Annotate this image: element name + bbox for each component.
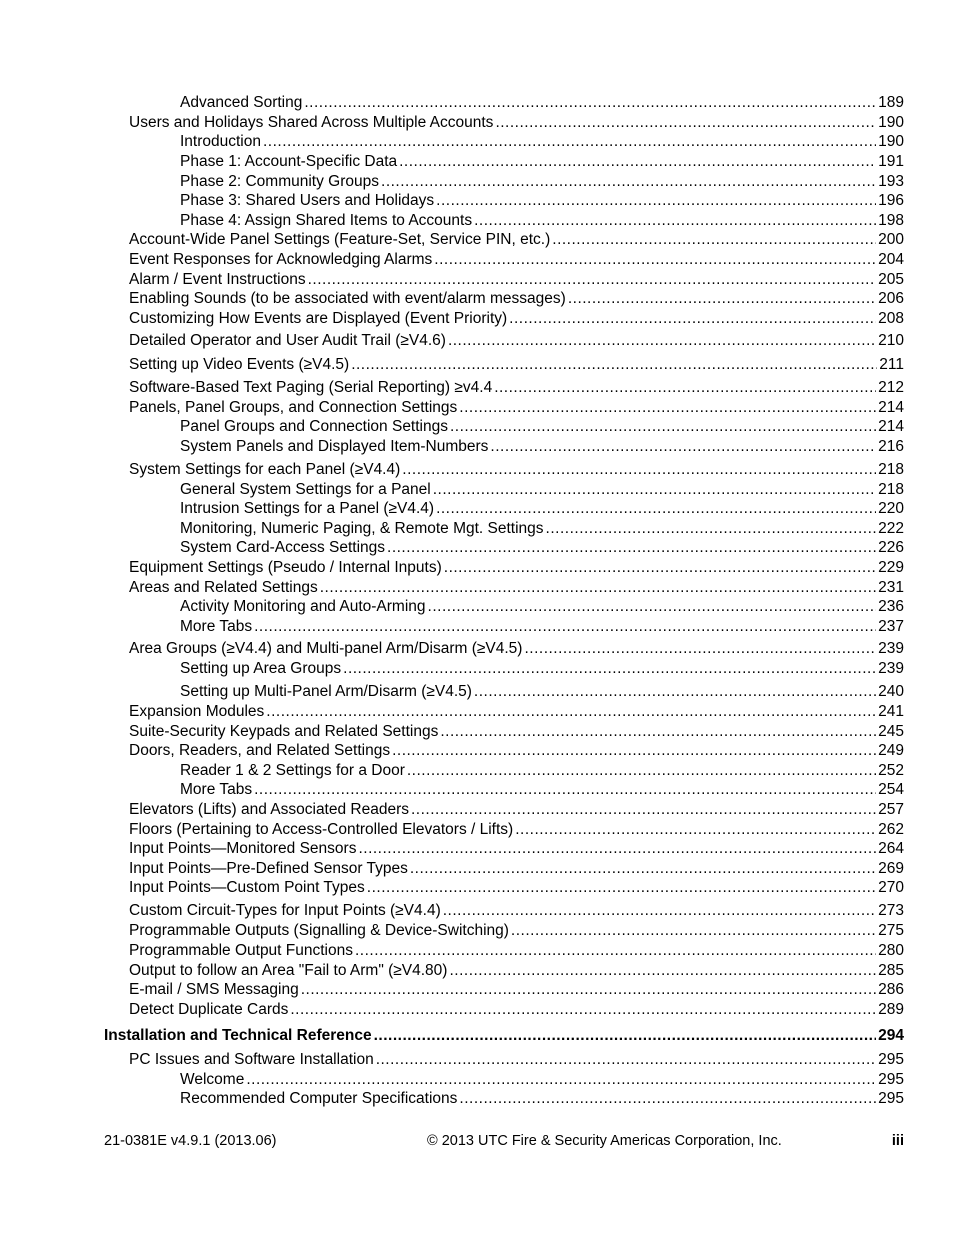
toc-entry-page: 191 <box>878 153 904 170</box>
toc-entry-page: 229 <box>878 559 904 576</box>
toc-entry[interactable] <box>129 639 904 658</box>
dot-leader <box>410 859 876 878</box>
dot-leader <box>552 230 876 249</box>
toc-entry[interactable] <box>180 1089 904 1108</box>
dot-leader <box>411 800 876 819</box>
toc-entry-page: 214 <box>878 418 904 435</box>
toc-entry-page: 295 <box>878 1090 904 1107</box>
toc-entry-title: Panel Groups and Connection Settings <box>180 418 448 435</box>
toc-entry-title: Areas and Related Settings <box>129 579 318 596</box>
footer-copyright: © 2013 UTC Fire & Security Americas Corporation, Inc. <box>427 1133 782 1149</box>
toc-entry-page: 189 <box>878 94 904 111</box>
toc-entry-title: Phase 4: Assign Shared Items to Accounts <box>180 212 473 229</box>
toc-entry-page: 236 <box>878 598 904 615</box>
dot-leader <box>320 578 876 597</box>
toc-entry-title: Programmable Outputs (Signalling & Device-Switching) <box>129 922 509 939</box>
toc-entry-page: 196 <box>878 192 904 209</box>
toc-entry-title: More Tabs <box>180 781 253 798</box>
dot-leader <box>474 211 876 230</box>
toc-entry[interactable] <box>129 355 904 374</box>
toc-entry[interactable] <box>104 1026 904 1045</box>
dot-leader <box>387 538 876 557</box>
toc-entry[interactable] <box>180 538 904 557</box>
toc-entry-title: Output to follow an Area "Fail to Arm" (≥V4.80) <box>129 962 448 979</box>
toc-entry[interactable] <box>129 289 904 308</box>
dot-leader <box>263 132 876 151</box>
toc-entry[interactable] <box>180 152 904 171</box>
toc-entry-title: Input Points—Monitored Sensors <box>129 840 357 857</box>
toc-entry-page: 295 <box>878 1051 904 1068</box>
toc-entry-page: 289 <box>878 1001 904 1018</box>
toc-entry-page: 220 <box>878 500 904 517</box>
toc-entry-title: More Tabs <box>180 618 253 635</box>
toc-entry-page: 222 <box>878 520 904 537</box>
dot-leader <box>367 878 876 897</box>
dot-leader <box>308 270 877 289</box>
dot-leader <box>568 289 876 308</box>
toc-entry-page: 239 <box>878 640 904 657</box>
dot-leader <box>494 378 876 397</box>
dot-leader <box>392 741 876 760</box>
toc-entry-title: Phase 3: Shared Users and Holidays <box>180 192 435 209</box>
toc-entry[interactable] <box>180 191 904 210</box>
toc-entry-title: System Card-Access Settings <box>180 539 386 556</box>
toc-entry-title: Detailed Operator and User Audit Trail (≥V4.6) <box>129 332 446 349</box>
toc-entry-title: Users and Holidays Shared Across Multiple Accounts <box>129 114 494 131</box>
toc-entry-page: 206 <box>878 290 904 307</box>
toc-entry-page: 273 <box>878 902 904 919</box>
toc-entry-page: 269 <box>878 860 904 877</box>
toc-entry-title: Monitoring, Numeric Paging, & Remote Mgt. Settings <box>180 520 544 537</box>
toc-entry-title: Phase 1: Account-Specific Data <box>180 153 398 170</box>
toc-entry-page: 200 <box>878 231 904 248</box>
toc-entry-title: General System Settings for a Panel <box>180 481 431 498</box>
dot-leader <box>301 980 876 999</box>
toc-entry-title: Installation and Technical Reference <box>104 1027 372 1044</box>
dot-leader <box>450 417 876 436</box>
dot-leader <box>351 355 877 374</box>
toc-entry-title: PC Issues and Software Installation <box>129 1051 374 1068</box>
toc-entry[interactable] <box>180 519 904 538</box>
dot-leader <box>381 172 876 191</box>
toc-entry[interactable] <box>180 761 904 780</box>
toc-entry[interactable] <box>180 499 904 518</box>
toc-entry[interactable] <box>180 682 904 701</box>
toc-entry[interactable] <box>129 941 904 960</box>
toc-entry-title: Programmable Output Functions <box>129 942 353 959</box>
toc-entry[interactable] <box>180 437 904 456</box>
toc-entry[interactable] <box>129 839 904 858</box>
toc-entry[interactable] <box>129 250 904 269</box>
toc-entry[interactable] <box>180 211 904 230</box>
toc-entry-title: Area Groups (≥V4.4) and Multi-panel Arm/Disarm (≥V4.5) <box>129 640 523 657</box>
toc-entry[interactable] <box>129 702 904 721</box>
toc-entry-page: 285 <box>878 962 904 979</box>
toc-entry-page: 254 <box>878 781 904 798</box>
toc-entry-page: 295 <box>878 1071 904 1088</box>
toc-entry-title: System Settings for each Panel (≥V4.4) <box>129 461 401 478</box>
footer-document-id: 21-0381E v4.9.1 (2013.06) <box>104 1133 277 1149</box>
dot-leader <box>434 250 876 269</box>
toc-entry-title: Intrusion Settings for a Panel (≥V4.4) <box>180 500 435 517</box>
toc-entry-page: 226 <box>878 539 904 556</box>
toc-entry-title: Input Points—Pre-Defined Sensor Types <box>129 860 408 877</box>
dot-leader <box>448 331 876 350</box>
dot-leader <box>266 702 876 721</box>
toc-entry-title: Detect Duplicate Cards <box>129 1001 289 1018</box>
toc-entry[interactable] <box>180 417 904 436</box>
dot-leader <box>428 597 877 616</box>
dot-leader <box>358 839 876 858</box>
toc-entry-page: 208 <box>878 310 904 327</box>
toc-entry-page: 280 <box>878 942 904 959</box>
toc-entry-page: 270 <box>878 879 904 896</box>
dot-leader <box>433 480 876 499</box>
toc-entry[interactable] <box>180 597 904 616</box>
toc-entry-title: Recommended Computer Specifications <box>180 1090 458 1107</box>
toc-entry[interactable] <box>129 113 904 132</box>
toc-entry-title: Setting up Multi-Panel Arm/Disarm (≥V4.5) <box>180 683 472 700</box>
dot-leader <box>495 113 876 132</box>
dot-leader <box>509 309 876 328</box>
toc-entry-page: 275 <box>878 922 904 939</box>
toc-entry-title: Alarm / Event Instructions <box>129 271 306 288</box>
toc-entry[interactable] <box>129 1050 904 1069</box>
dot-leader <box>474 682 876 701</box>
dot-leader <box>407 761 876 780</box>
toc-entry[interactable] <box>180 132 904 151</box>
dot-leader <box>374 1026 877 1045</box>
dot-leader <box>376 1050 876 1069</box>
dot-leader <box>449 961 876 980</box>
toc-entry-title: System Panels and Displayed Item-Numbers <box>180 438 489 455</box>
dot-leader <box>443 901 876 920</box>
toc-entry-title: Event Responses for Acknowledging Alarms <box>129 251 433 268</box>
toc-entry[interactable] <box>129 378 904 397</box>
dot-leader <box>436 191 876 210</box>
toc-entry-title: Reader 1 & 2 Settings for a Door <box>180 762 405 779</box>
page-footer <box>104 1133 904 1153</box>
toc-entry-title: Software-Based Text Paging (Serial Reporting) ≥v4.4 <box>129 379 493 396</box>
toc-entry-page: 262 <box>878 821 904 838</box>
toc-entry[interactable] <box>129 878 904 897</box>
toc-entry-page: 252 <box>878 762 904 779</box>
toc-entry-page: 190 <box>878 114 904 131</box>
toc-entry-page: 204 <box>878 251 904 268</box>
toc-entry-title: Custom Circuit-Types for Input Points (≥V4.4) <box>129 902 441 919</box>
toc-entry[interactable] <box>129 980 904 999</box>
toc-entry-page: 210 <box>878 332 904 349</box>
toc-entry-page: 216 <box>878 438 904 455</box>
toc-entry-page: 294 <box>878 1027 904 1044</box>
dot-leader <box>459 398 876 417</box>
dot-leader <box>343 659 876 678</box>
toc-entry-page: 240 <box>878 683 904 700</box>
toc-entry-title: Introduction <box>180 133 261 150</box>
dot-leader <box>290 1000 876 1019</box>
toc-entry[interactable] <box>129 331 904 350</box>
toc-entry-title: Elevators (Lifts) and Associated Readers <box>129 801 409 818</box>
toc-entry-title: Customizing How Events are Displayed (Event Priority) <box>129 310 508 327</box>
toc-entry[interactable] <box>180 93 904 112</box>
toc-entry-page: 218 <box>878 461 904 478</box>
toc-entry-page: 218 <box>878 481 904 498</box>
toc-entry[interactable] <box>129 921 904 940</box>
dot-leader <box>524 639 876 658</box>
dot-leader <box>254 780 876 799</box>
toc-entry[interactable] <box>129 270 904 289</box>
toc-entry-title: E-mail / SMS Messaging <box>129 981 299 998</box>
dot-leader <box>399 152 876 171</box>
toc-entry[interactable] <box>129 460 904 479</box>
toc-entry-title: Expansion Modules <box>129 703 265 720</box>
toc-entry-title: Account-Wide Panel Settings (Feature-Set, Service PIN, etc.) <box>129 231 551 248</box>
toc-entry-title: Phase 2: Community Groups <box>180 173 380 190</box>
toc-entry[interactable] <box>129 722 904 741</box>
footer-page-number: iii <box>891 1133 904 1149</box>
toc-entry[interactable] <box>129 800 904 819</box>
toc-entry-page: 205 <box>878 271 904 288</box>
toc-entry-title: Setting up Video Events (≥V4.5) <box>129 356 350 373</box>
toc-entry-page: 239 <box>878 660 904 677</box>
toc-entry[interactable] <box>129 578 904 597</box>
toc-entry-page: 198 <box>878 212 904 229</box>
toc-entry[interactable] <box>129 820 904 839</box>
toc-entry-title: Doors, Readers, and Related Settings <box>129 742 391 759</box>
dot-leader <box>246 1070 876 1089</box>
dot-leader <box>490 437 876 456</box>
toc-entry[interactable] <box>129 398 904 417</box>
toc-entry-page: 231 <box>878 579 904 596</box>
toc-entry[interactable] <box>129 230 904 249</box>
dot-leader <box>511 921 876 940</box>
toc-entry-page: 214 <box>878 399 904 416</box>
dot-leader <box>254 617 876 636</box>
toc-entry-title: Floors (Pertaining to Access-Controlled Elevators / Lifts) <box>129 821 514 838</box>
toc-entry-page: 241 <box>878 703 904 720</box>
dot-leader <box>436 499 876 518</box>
toc-entry-title: Suite-Security Keypads and Related Settings <box>129 723 439 740</box>
toc-entry[interactable] <box>180 780 904 799</box>
toc-entry-page: 211 <box>879 356 904 373</box>
toc-entry-title: Panels, Panel Groups, and Connection Settings <box>129 399 458 416</box>
toc-entry[interactable] <box>129 1000 904 1019</box>
toc-entry-title: Enabling Sounds (to be associated with event/alarm messages) <box>129 290 566 307</box>
dot-leader <box>459 1089 876 1108</box>
dot-leader <box>304 93 876 112</box>
toc-entry-page: 245 <box>878 723 904 740</box>
toc-entry-page: 257 <box>878 801 904 818</box>
toc-entry[interactable] <box>129 741 904 760</box>
toc-entry-title: Input Points—Custom Point Types <box>129 879 365 896</box>
toc-entry-title: Advanced Sorting <box>180 94 303 111</box>
toc-entry[interactable] <box>129 961 904 980</box>
dot-leader <box>440 722 876 741</box>
toc-entry[interactable] <box>180 172 904 191</box>
toc-entry-page: 193 <box>878 173 904 190</box>
toc-entry-page: 190 <box>878 133 904 150</box>
toc-entry[interactable] <box>180 617 904 636</box>
toc-entry-page: 286 <box>878 981 904 998</box>
toc-entry-title: Welcome <box>180 1071 245 1088</box>
toc-entry[interactable] <box>180 480 904 499</box>
toc-entry-title: Equipment Settings (Pseudo / Internal Inputs) <box>129 559 442 576</box>
toc-entry-page: 212 <box>878 379 904 396</box>
toc-entry-page: 264 <box>878 840 904 857</box>
toc-entry[interactable] <box>129 901 904 920</box>
toc-entry[interactable] <box>180 659 904 678</box>
toc-entry[interactable] <box>129 859 904 878</box>
dot-leader <box>355 941 876 960</box>
dot-leader <box>444 558 876 577</box>
toc-entry-title: Setting up Area Groups <box>180 660 342 677</box>
toc-entry-page: 249 <box>878 742 904 759</box>
dot-leader <box>546 519 877 538</box>
toc-entry-title: Activity Monitoring and Auto-Arming <box>180 598 426 615</box>
dot-leader <box>402 460 876 479</box>
toc-entry-page: 237 <box>878 618 904 635</box>
dot-leader <box>515 820 876 839</box>
toc-entry[interactable] <box>129 309 904 328</box>
toc-entry[interactable] <box>129 558 904 577</box>
toc-entry[interactable] <box>180 1070 904 1089</box>
